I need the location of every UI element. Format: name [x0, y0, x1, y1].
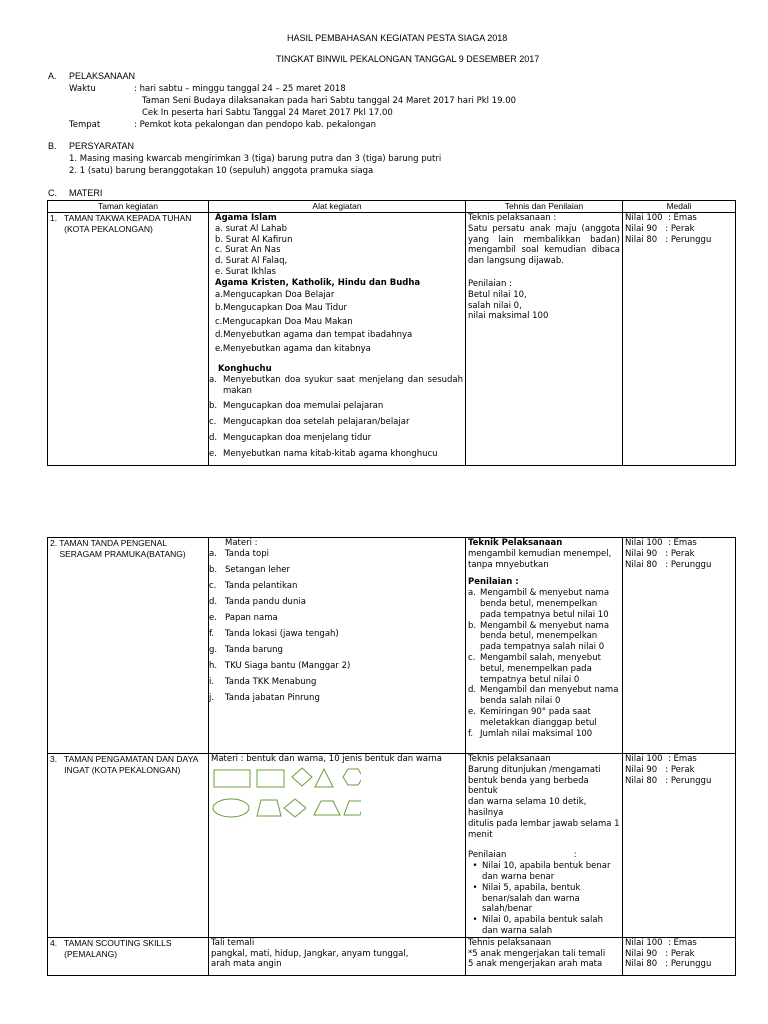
teknis-line: Barung ditunjukan /mengamati [468, 764, 601, 775]
list-marker: a. [209, 374, 217, 385]
list-item: c.Mengucapkan Doa Mau Makan [215, 316, 353, 327]
teknis-line: Tehnis pelaksanaan [468, 937, 552, 948]
penilaian-item [468, 588, 620, 620]
alat-line: arah mata angin [211, 959, 282, 970]
list-text: Mengambil & menyebut nama benda betul, menempelkan pada tempatnya betul nilai 10 [480, 588, 610, 620]
bullet-icon: • [472, 861, 478, 872]
taman-line: 4. TAMAN SCOUTING SKILLS [50, 937, 172, 948]
list-item: e. Surat Ikhlas [215, 266, 276, 277]
konghucu-list [211, 375, 463, 460]
medali-emas: Nilai 100 : Emas [625, 538, 697, 548]
header-medali: Medali [623, 201, 736, 213]
teknik-line: tanpa mnyebutkan [468, 559, 549, 570]
list-text: Mengambil & menyebut nama benda betul, menempelkan pada tempatnya salah nilai 0 [480, 620, 610, 653]
materi-table-1 [47, 200, 736, 466]
medali-perak: Nilai 90 : Perak [625, 223, 695, 234]
list-item: e.Menyebutkan agama dan kitabnya [215, 343, 371, 354]
list-text: Setangan leher [225, 564, 290, 575]
row2-alat [209, 538, 466, 754]
list-item: a.Mengucapkan Doa Belajar [215, 289, 335, 300]
tanda-item [211, 581, 463, 592]
list-item: b. Surat Al Kafirun [215, 234, 293, 245]
konghucu-item [211, 375, 463, 397]
tempat-value: : Pemkot kota pekalongan dan pendopo kab. pekalongan [134, 120, 376, 130]
taman-line: 1. TAMAN TAKWA KEPADA TUHAN [50, 213, 192, 223]
taman-line: (PEMALANG) [50, 948, 118, 959]
list-marker: i. [209, 676, 215, 687]
list-text: Mengucapkan doa setelah pelajaran/belajar [223, 417, 410, 428]
tanda-item [211, 661, 463, 672]
tanda-item [211, 693, 463, 704]
medali-perunggu: Nilai 80 : Perunggu [625, 234, 712, 245]
list-text: Menyebutkan nama kitab-kitab agama khonghucu [223, 448, 438, 459]
hexagon-shape [343, 769, 361, 785]
list-marker: c. [209, 580, 217, 591]
teknis-line: menit [468, 829, 493, 840]
teknis-line: dan warna selama 10 detik, hasilnya [468, 797, 587, 818]
konghucu-item [211, 449, 463, 460]
materi-table-2 [47, 537, 736, 976]
tanda-item [211, 613, 463, 624]
penilaian-heading: Penilaian [468, 850, 507, 861]
list-item: c. Surat An Nas [215, 245, 281, 256]
list-text: Mengucapkan doa memulai pelajaran [223, 401, 384, 412]
penilaian-list [468, 588, 620, 739]
teknik-line: mengambil kemudian menempel, [468, 548, 612, 559]
teknis-line: ditulis pada lembar jawab selama 1 [468, 818, 620, 829]
penilaian-line: Penilaian : [468, 278, 512, 289]
list-marker: h. [209, 660, 218, 671]
medali-perunggu: Nilai 80 : Perunggu [625, 959, 712, 970]
list-marker: e. [468, 706, 476, 717]
waktu-line: Taman Seni Budaya dilaksanakan pada hari Sabtu tanggal 24 Maret 2017 hari Pkl 19.00 [142, 96, 517, 106]
list-marker: d. [468, 685, 477, 696]
konghucu-heading: Konghuchu [218, 364, 272, 375]
penilaian-line: nilai maksimal 100 [468, 311, 549, 322]
persyaratan-item: 1. Masing masing kwarcab mengirimkan 3 (tiga) barung putra dan 3 (tiga) barung putri [69, 154, 442, 164]
list-text: Jumlah nilai maksimal 100 [480, 728, 593, 739]
penilaian-bullet [468, 883, 620, 915]
header-taman: Taman kegiatan [48, 201, 209, 213]
teknis-heading: Teknis pelaksanaan : [468, 213, 557, 223]
section-a-heading: PELAKSANAAN [69, 71, 136, 81]
tanda-item [211, 629, 463, 640]
teknis-line: 5 anak mengerjakan arah mata [468, 959, 603, 970]
penilaian-item [468, 707, 620, 729]
konghucu-item [211, 401, 463, 412]
list-marker: e. [209, 448, 217, 459]
tanda-item [211, 549, 463, 560]
persyaratan-item: 2. 1 (satu) barung beranggotakan 10 (sepuluh) anggota pramuka siaga [69, 166, 374, 176]
document-title: HASIL PEMBAHASAN KEGIATAN PESTA SIAGA 2018 [287, 33, 508, 43]
bullet-text: Nilai 5, apabila, bentuk benar/salah dan warna salah/benar [482, 882, 581, 915]
konghucu-item [211, 433, 463, 444]
penilaian-heading: Penilaian : [468, 577, 519, 588]
taman-line: INGAT (KOTA PEKALONGAN) [50, 764, 181, 775]
trapezoid-shape-2 [314, 801, 340, 815]
row1-alat [209, 213, 466, 466]
section-b-letter: B. [48, 141, 57, 151]
row3-tehnis [466, 754, 623, 938]
rectangle-shape [214, 770, 250, 787]
row1-medali [623, 213, 736, 466]
diamond-shape [292, 768, 312, 786]
medali-emas: Nilai 100 : Emas [625, 937, 697, 948]
tanda-item [211, 597, 463, 608]
materi-heading: Materi : [225, 538, 258, 548]
list-marker: a. [209, 548, 217, 559]
list-text: Menyebutkan doa syukur saat menjelang dan sesudah makan [223, 374, 463, 396]
penilaian-line: Betul nilai 10, [468, 289, 527, 300]
taman-line: 3. TAMAN PENGAMATAN DAN DAYA [50, 754, 199, 764]
section-c-letter: C. [48, 188, 57, 198]
waktu-line: Cek In peserta hari Sabtu Tanggal 24 Maret 2017 Pkl 17.00 [142, 108, 393, 118]
row4-taman [48, 937, 209, 975]
section-b-heading: PERSYARATAN [69, 141, 135, 151]
list-text: Mengambil dan menyebut nama benda salah nilai 0 [480, 685, 619, 707]
square-shape [257, 770, 284, 787]
list-marker: b. [468, 620, 477, 631]
materi-bentuk-warna: Materi : bentuk dan warna, 10 jenis bentuk dan warna [211, 754, 442, 764]
teknik-heading: Teknik Pelaksanaan [468, 538, 563, 548]
header-tehnis: Tehnis dan Penilaian [466, 201, 623, 213]
row3-taman [48, 754, 209, 938]
list-marker: b. [209, 401, 218, 412]
waktu-line: : hari sabtu – minggu tanggal 24 – 25 maret 2018 [134, 84, 346, 94]
list-item: a. surat Al Lahab [215, 223, 287, 234]
list-text: Mengucapkan doa menjelang tidur [223, 433, 372, 444]
penilaian-bullets [468, 861, 620, 937]
list-marker: f. [209, 628, 215, 639]
bullet-icon: • [472, 882, 478, 893]
medali-perunggu: Nilai 80 : Perunggu [625, 775, 712, 786]
shapes-figure [211, 767, 361, 827]
list-text: Tanda jabatan Pinrung [225, 692, 320, 703]
penilaian-item [468, 653, 620, 685]
medali-perunggu: Nilai 80 : Perunggu [625, 559, 712, 570]
list-text: Tanda pelantikan [225, 580, 298, 591]
agama-kristen-heading: Agama Kristen, Katholik, Hindu dan Budha [215, 277, 421, 288]
list-text: Tanda barung [225, 644, 283, 655]
list-text: Mengambil salah, menyebut betul, menempelkan pada tempatnya betul nilai 0 [480, 652, 601, 685]
list-item: d. Surat Al Falaq, [215, 256, 288, 267]
taman-line: 2. TAMAN TANDA PENGENAL [50, 538, 167, 548]
tanda-item [211, 645, 463, 656]
bullet-icon: • [472, 915, 478, 926]
alat-line: Tali temali [211, 937, 255, 948]
penilaian-item [468, 685, 620, 707]
teknis-heading: Teknis pelaksanaan [468, 754, 551, 764]
list-item: b.Mengucapkan Doa Mau Tidur [215, 303, 348, 314]
list-text: TKU Siaga bantu (Manggar 2) [225, 660, 351, 671]
penilaian-bullet [468, 861, 620, 883]
medali-emas: Nilai 100 : Emas [625, 754, 697, 764]
tanda-item [211, 565, 463, 576]
header-alat: Alat kegiatan [209, 201, 466, 213]
list-marker: e. [209, 612, 217, 623]
penilaian-item [468, 621, 620, 653]
list-text: Tanda topi [225, 548, 269, 559]
waktu-label: Waktu [69, 84, 96, 94]
list-text: Papan nama [225, 612, 278, 623]
row3-medali [623, 754, 736, 938]
taman-line: (KOTA PEKALONGAN) [50, 223, 153, 234]
row4-medali [623, 937, 736, 975]
list-text: Tanda pandu dunia [225, 596, 306, 607]
penilaian-bullet [468, 915, 620, 937]
diamond-shape-2 [284, 799, 306, 817]
parallelogram-shape [344, 801, 361, 815]
list-marker: c. [209, 417, 217, 428]
bullet-text: Nilai 10, apabila bentuk benar dan warna benar [482, 861, 611, 882]
teknis-line: *5 anak mengerjakan tali temali [468, 948, 606, 959]
list-marker: a. [468, 588, 476, 599]
tanda-item [211, 677, 463, 688]
row2-tehnis [466, 538, 623, 754]
list-marker: d. [209, 433, 218, 444]
list-marker: j. [209, 692, 215, 703]
row2-taman [48, 538, 209, 754]
agama-islam-heading: Agama Islam [215, 213, 277, 223]
list-text: Tanda lokasi (jawa tengah) [225, 628, 339, 639]
triangle-shape [315, 769, 333, 787]
penilaian-colon: : [573, 850, 577, 861]
konghucu-item [211, 417, 463, 428]
ellipse-shape [213, 799, 249, 817]
list-item: d.Menyebutkan agama dan tempat ibadahnya [215, 330, 413, 341]
list-marker: f. [468, 728, 474, 739]
trapezoid-shape [257, 800, 281, 816]
bullet-text: Nilai 0, apabila bentuk salah dan warna salah [482, 915, 603, 936]
row4-alat [209, 937, 466, 975]
list-text: Tanda TKK Menabung [225, 676, 317, 687]
row1-taman [48, 213, 209, 466]
penilaian-item [468, 729, 620, 740]
teknis-body: Satu persatu anak maju (anggota yang lain membalikkan badan) mengambil soal kemudian dibaca dan langsung dijawab. [468, 223, 620, 267]
list-marker: g. [209, 644, 218, 655]
taman-line: SERAGAM PRAMUKA(BATANG) [50, 548, 186, 559]
tanda-list [211, 549, 463, 704]
medali-perak: Nilai 90 : Perak [625, 948, 695, 959]
penilaian-line: salah nilai 0, [468, 300, 522, 311]
row4-tehnis [466, 937, 623, 975]
list-marker: b. [209, 564, 218, 575]
medali-perak: Nilai 90 : Perak [625, 764, 695, 775]
tempat-label: Tempat [69, 120, 101, 130]
row3-alat [209, 754, 466, 938]
alat-line: pangkal, mati, hidup, Jangkar, anyam tunggal, [211, 948, 409, 959]
teknis-line: bentuk benda yang berbeda bentuk [468, 775, 589, 797]
section-c-heading: MATERI [69, 188, 103, 198]
medali-perak: Nilai 90 : Perak [625, 548, 695, 559]
list-marker: d. [209, 596, 218, 607]
medali-emas: Nilai 100 : Emas [625, 213, 697, 223]
row2-medali [623, 538, 736, 754]
row1-tehnis [466, 213, 623, 466]
section-a-letter: A. [48, 71, 57, 81]
document-subtitle: TINGKAT BINWIL PEKALONGAN TANGGAL 9 DESEMBER 2017 [276, 54, 540, 64]
list-marker: c. [468, 652, 476, 663]
list-text: Kemiringan 90° pada saat meletakkan dianggap betul [480, 706, 597, 728]
